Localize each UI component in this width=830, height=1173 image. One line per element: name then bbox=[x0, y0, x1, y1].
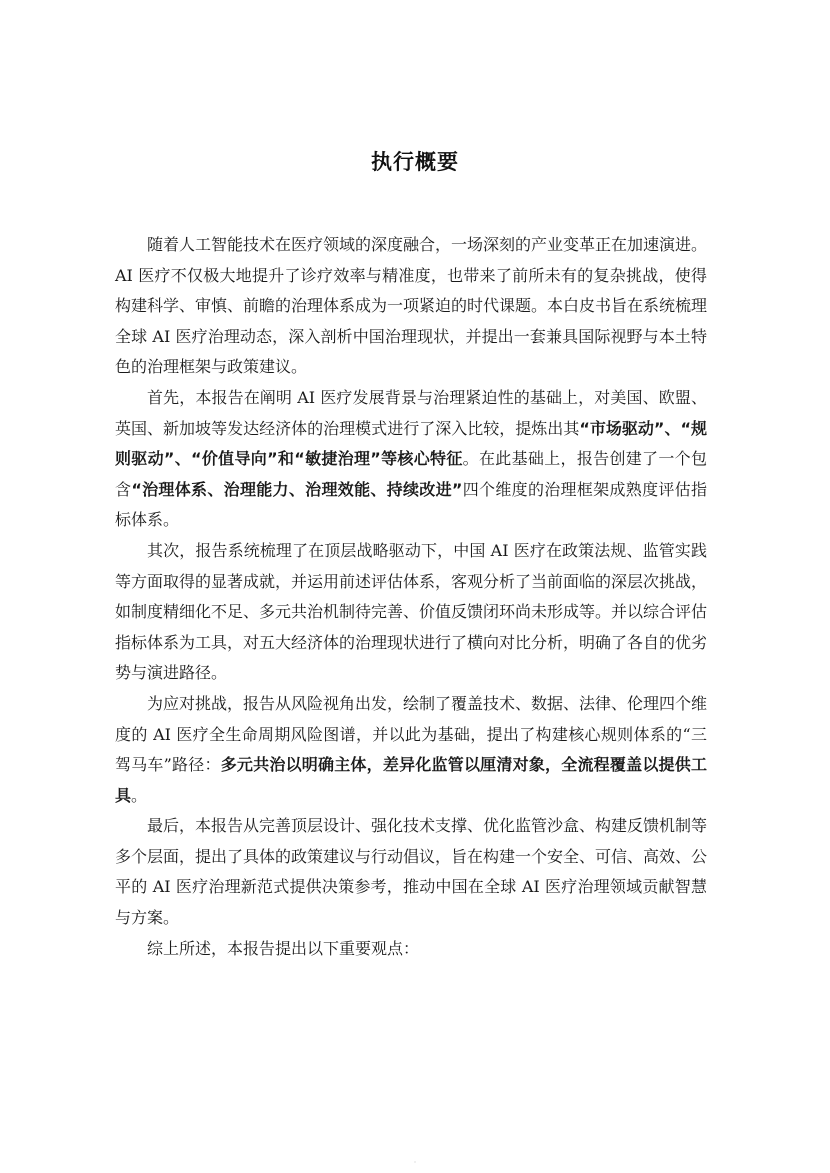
page-title: 执行概要 bbox=[371, 150, 459, 174]
paragraph-6-text: 综上所述，本报告提出以下重要观点： bbox=[147, 938, 420, 958]
paragraph-4-text-end: 。 bbox=[131, 785, 148, 805]
paragraph-4-emphasis-paths: 多元共治以明确主体，差异化监管以厘清对象，全流程覆盖以提供工具 bbox=[115, 755, 707, 805]
executive-summary-body bbox=[115, 230, 707, 964]
paragraph-3 bbox=[115, 536, 707, 689]
paragraph-2-text: 首先，本报告在阐明 AI 医疗发展背景与治理紧迫性的基础上，对美国、欧盟、英国、新加坡等发达经济体的治理模式进行了深入比较，提炼出其 bbox=[115, 387, 707, 438]
paragraph-2-emphasis-core-features: “市场驱动”、“规则驱动”、“价值导向”和“敏捷治理”等核心特征 bbox=[115, 418, 707, 469]
paragraph-3-text: 其次，报告系统梳理了在顶层战略驱动下，中国 AI 医疗在政策法规、监管实践等方面取得的显著成就，并运用前述评估体系，客观分析了当前面临的深层次挑战，如制度精细化不足、多元共治机制待完善、价值反馈闭环尚未形成等。并以综合评估指标体系为工具，对五大经济体的治理现状进行了横向对比分析，明确了各自的优劣势与演进路径。 bbox=[115, 540, 708, 683]
page-footer-mark: · bbox=[413, 1158, 417, 1167]
paragraph-2 bbox=[115, 383, 707, 536]
paragraph-2-text-cont: 。在此基础上，报告创建了一个包含 bbox=[115, 449, 707, 499]
paragraph-1 bbox=[115, 230, 707, 383]
paragraph-5-text: 最后，本报告从完善顶层设计、强化技术支撑、优化监管沙盒、构建反馈机制等多个层面，提出了具体的政策建议与行动倡议，旨在构建一个安全、可信、高效、公平的 AI 医疗治理新范式提供决策参考，推动中国在全球 AI 医疗治理领域贡献智慧与方案。 bbox=[115, 816, 708, 928]
paragraph-5 bbox=[115, 811, 707, 933]
paragraph-4 bbox=[115, 689, 707, 811]
paragraph-4-text: 为应对挑战，报告从风险视角出发，绘制了覆盖技术、数据、法律、伦理四个维度的 AI 医疗全生命周期风险图谱，并以此为基础，提出了构建核心规则体系的“三驾马车”路径： bbox=[115, 693, 708, 775]
paragraph-2-text-end: 四个维度的治理框架成熟度评估指标体系。 bbox=[115, 479, 707, 530]
paragraph-2-emphasis-dimensions: “治理体系、治理能力、治理效能、持续改进” bbox=[131, 479, 463, 499]
paragraph-1-text: 随着人工智能技术在医疗领域的深度融合，一场深刻的产业变革正在加速演进。AI 医疗不仅极大地提升了诊疗效率与精准度，也带来了前所未有的复杂挑战，使得构建科学、审慎、前瞻的治理体系成为一项紧迫的时代课题。本白皮书旨在系统梳理全球 AI 医疗治理动态，深入剖析中国治理现状，并提出一套兼具国际视野与本土特色的治理框架与政策建议。 bbox=[115, 235, 708, 377]
paragraph-6 bbox=[115, 934, 707, 965]
